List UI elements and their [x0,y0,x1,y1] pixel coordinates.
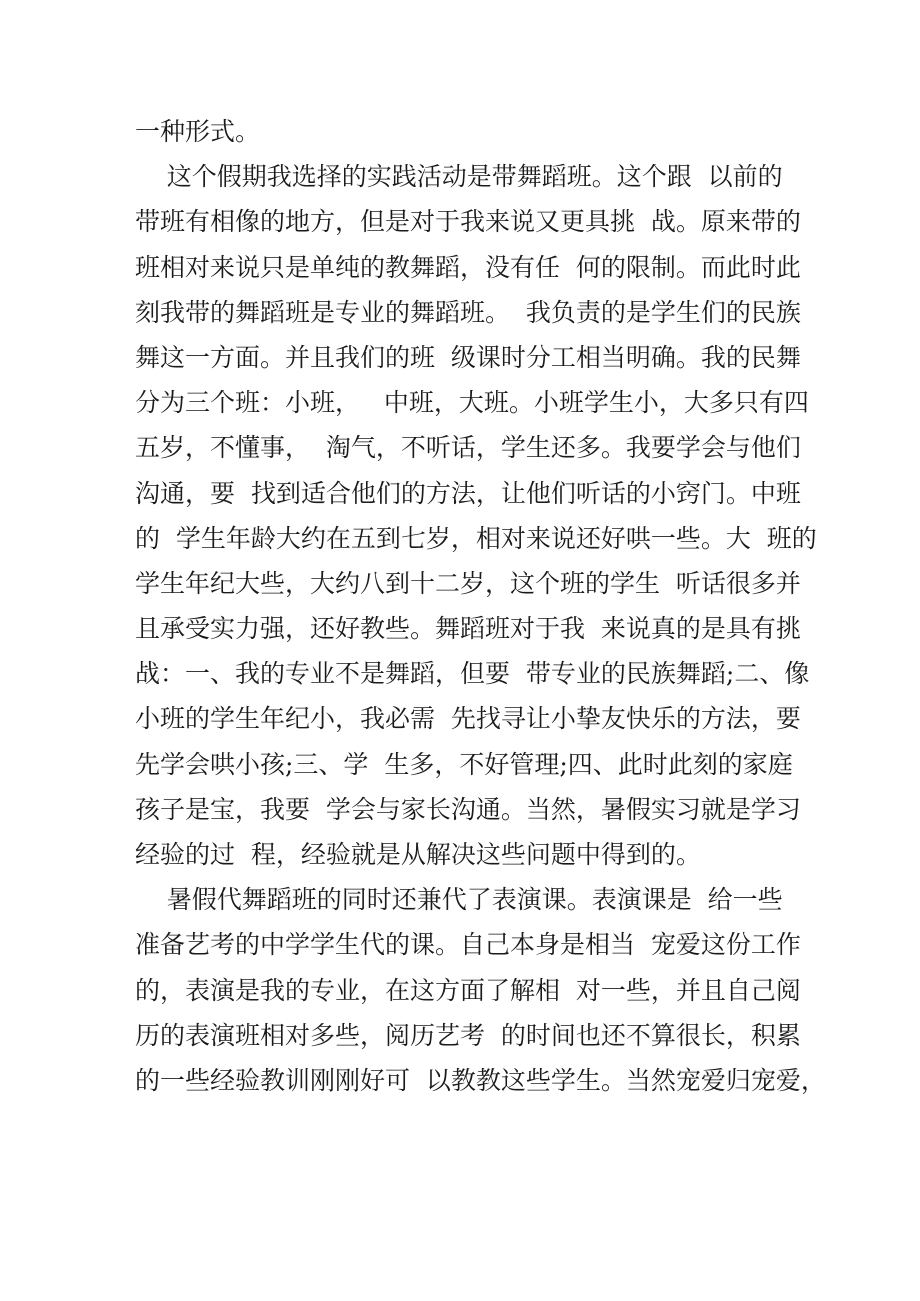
text-line: 孩子是宝，我要 学会与家长沟通。当然，暑假实习就是学习 [135,794,801,824]
text-line: 的 学生年龄大约在五到七岁，相对来说还好哄一些。大 班的 [135,523,817,553]
text-line: 一种形式。 [135,117,261,146]
text-line: 的，表演是我的专业，在这方面了解相 对一些，并且自己阅 [135,975,801,1005]
text-line: 且承受实力强，还好教些。舞蹈班对于我 来说真的是具有挑 [135,614,801,644]
text-line: 分为三个班：小班， 中班，大班。小班学生小，大多只有四 [135,388,809,418]
text-line: 小班的学生年纪小，我必需 先找寻让小挚友快乐的方法，要 [135,704,801,734]
text-line: 历的表演班相对多些，阅历艺考 的时间也还不算很长，积累 [135,1020,801,1050]
text-line: 暑假代舞蹈班的同时还兼代了表演课。表演课是 给一些 [135,885,783,915]
text-line: 五岁，不懂事， 淘气，不听话，学生还多。我要学会与他们 [135,433,801,463]
text-line: 带班有相像的地方，但是对于我来说又更具挑 战。原来带的 [135,207,801,237]
text-line: 班相对来说只是单纯的教舞蹈，没有任 何的限制。而此时此 [135,252,801,282]
body-text [135,109,826,1103]
text-line: 沟通，要 找到适合他们的方法，让他们听话的小窍门。中班 [135,478,801,508]
text-line: 舞这一方面。并且我们的班 级课时分工相当明确。我的民舞 [135,342,801,372]
text-line: 刻我带的舞蹈班是专业的舞蹈班。 我负责的是学生们的民族 [135,297,801,327]
text-line: 经验的过 程，经验就是从解决这些问题中得到的。 [135,840,701,869]
text-line: 战：一、我的专业不是舞蹈，但要 带专业的民族舞蹈;二、像 [135,659,810,689]
text-line: 先学会哄小孩;三、学 生多，不好管理;四、此时此刻的家庭 [135,749,793,779]
text-line: 的一些经验教训刚刚好可 以教教这些学生。当然宠爱归宠爱， [135,1065,826,1095]
text-line: 准备艺考的中学学生代的课。自己本身是相当 宠爱这份工作 [135,930,801,960]
text-line: 学生年纪大些，大约八到十二岁，这个班的学生 听话很多并 [135,568,801,598]
text-line: 这个假期我选择的实践活动是带舞蹈班。这个跟 以前的 [135,162,783,192]
